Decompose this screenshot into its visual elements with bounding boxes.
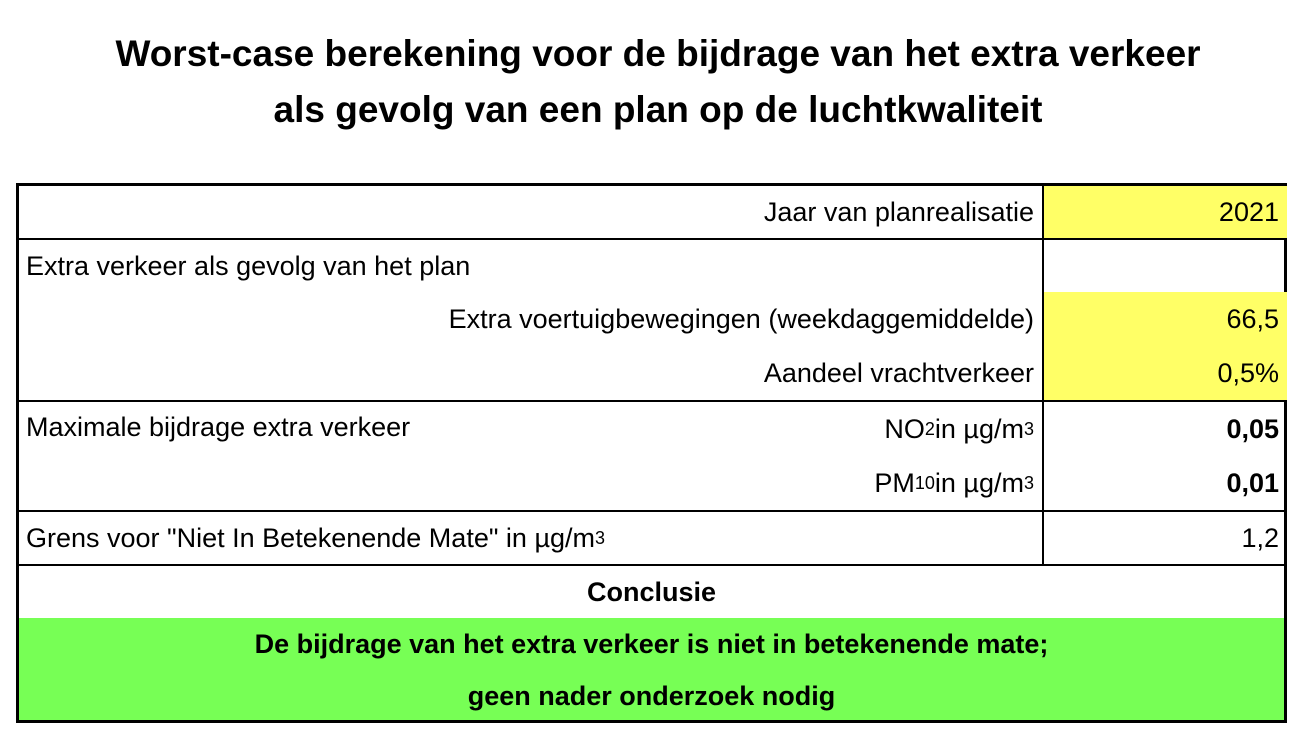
bijdrage-label: Maximale bijdrage extra verkeer <box>26 412 411 442</box>
row-grens <box>19 512 1284 564</box>
conclusion-line-2: geen nader onderzoek nodig <box>467 681 836 711</box>
voertuig-label: Extra voertuigbewegingen (weekdaggemiddelde) <box>448 304 1034 334</box>
empty-value-cell <box>1042 240 1287 292</box>
vracht-value[interactable]: 0,5% <box>1042 347 1287 400</box>
no2-value: 0,05 <box>1042 402 1287 456</box>
vracht-label: Aandeel vrachtverkeer <box>763 358 1034 388</box>
grens-value: 1,2 <box>1042 512 1287 564</box>
row-voertuigbewegingen <box>19 292 1284 347</box>
row-jaar <box>19 186 1284 238</box>
row-extra-verkeer <box>19 240 1284 292</box>
voertuig-value[interactable]: 66,5 <box>1042 292 1287 347</box>
extra-verkeer-header: Extra verkeer als gevolg van het plan <box>26 250 471 281</box>
conclusie-header: Conclusie <box>586 577 717 607</box>
pm10-unit-label: PM 10 in µg/m 3 <box>874 467 1034 498</box>
jaar-label: Jaar van planrealisatie <box>763 196 1034 227</box>
row-bijdrage-no2 <box>19 402 1284 456</box>
no2-unit-label: NO 2 in µg/m 3 <box>884 413 1034 444</box>
jaar-value[interactable]: 2021 <box>1042 186 1287 238</box>
calculation-table <box>16 183 1287 723</box>
grens-label: Grens voor "Niet In Betekenende Mate" in µg/m 3 <box>26 522 606 553</box>
title-line-2: als gevolg van een plan op de luchtkwaliteit <box>273 89 1043 130</box>
row-bijdrage-pm10 <box>19 456 1284 510</box>
page-title <box>0 26 1316 138</box>
title-line-1: Worst-case berekening voor de bijdrage van het extra verkeer <box>115 33 1201 74</box>
pm10-value: 0,01 <box>1042 456 1287 510</box>
conclusion-box <box>19 618 1284 720</box>
row-vrachtverkeer <box>19 347 1284 400</box>
conclusion-line-1: De bijdrage van het extra verkeer is niet in betekenende mate; <box>254 629 1049 659</box>
